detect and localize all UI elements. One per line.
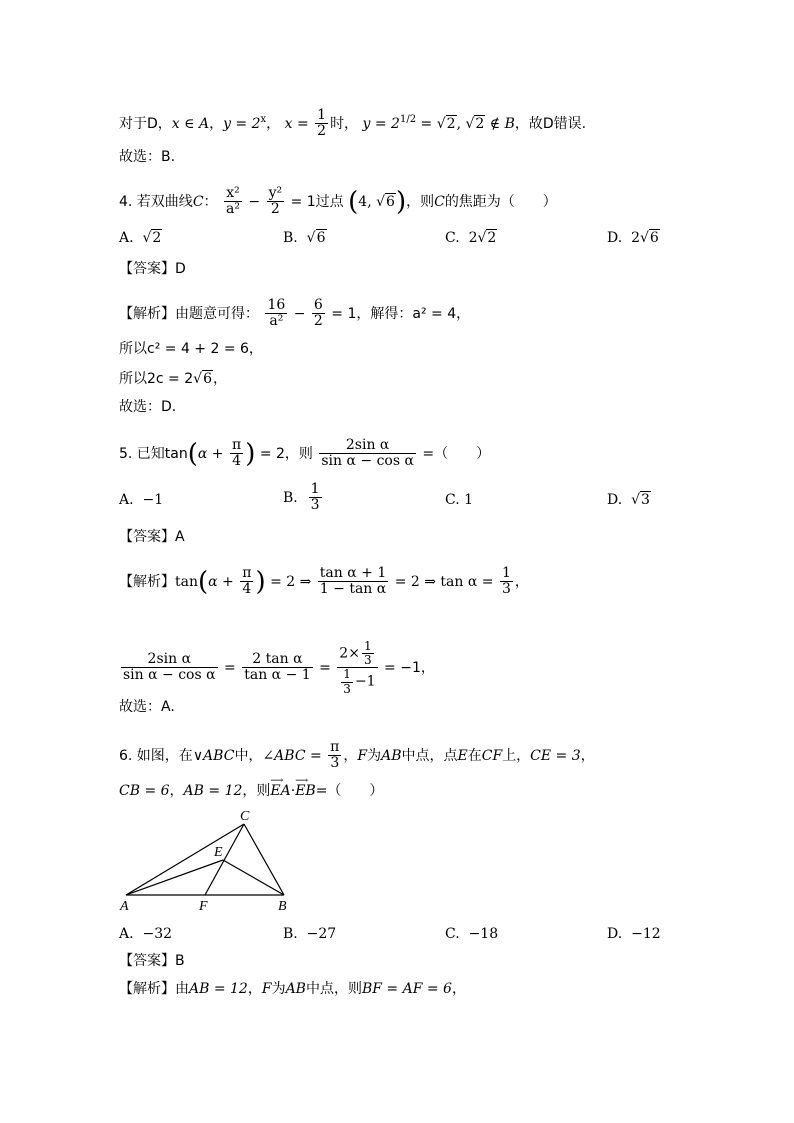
q6-answer: 【答案】B	[119, 953, 185, 969]
label-e: E	[214, 845, 223, 860]
q5-analysis-2: $\frac{\text{2sin α}}{\text{sin α − cos α}}$ = $\frac{\text{2 tan α}}{\text{tan α − 1}}$ = 2× $\frac{1}{3}$ $\frac{1}{3}$ −1 = −1，	[123, 639, 435, 696]
q4-option-c[interactable]: C. 2√2	[445, 230, 497, 246]
line-d-analysis: 对于D，x ∈ A，$y = 2^x$， x = $\frac{1}{2}$ 时， $y = 2^{1/2} = √2$, √2 ∉ B，故D错误.	[119, 107, 587, 140]
q4-option-d[interactable]: D. 2√6	[607, 230, 659, 246]
complex-fraction: 2× $\frac{1}{3}$ $\frac{1}{3}$ −1	[339, 639, 376, 696]
label-f: F	[199, 899, 208, 914]
q5-stem: 5. 已知tan(α + $\frac{\pi}{4}$ ) = 2，则 $\frac{\text{2sin α}}{\text{sin α − cos α}}$ =（ ）	[119, 437, 491, 470]
q4-stem: 4. 若双曲线C： $\frac{\text{x²}}{\text{a²}}$ − $\frac{\text{y²}}{2}$ = 1过点 (4, √6)，则C的焦距为（ ）	[119, 185, 557, 218]
q4-so1: 所以c² = 4 + 2 = 6，	[119, 341, 263, 357]
fraction: $\frac{\text{tan α + 1}}{\text{1 − tan α}}$	[319, 565, 387, 598]
segment-eb	[223, 860, 284, 895]
fraction: $\frac{16}{\text{a²}}$	[267, 297, 286, 330]
q4-answer: 【答案】D	[119, 261, 186, 277]
fraction: $\frac{6}{2}$	[313, 297, 323, 330]
q4-choose: 故选：D.	[119, 399, 177, 415]
q5-option-b[interactable]: B. $\frac{1}{3}$	[283, 481, 320, 514]
q6-option-b[interactable]: B. −27	[283, 926, 337, 942]
fraction: $\frac{\text{2 tan α}}{\text{tan α − 1}}$	[244, 650, 311, 684]
fraction: $\frac{\pi}{4}$	[232, 437, 242, 470]
triangle-figure	[110, 805, 310, 915]
label-b: B	[278, 899, 287, 914]
q4-so2: 所以2c = 2√6，	[119, 371, 227, 387]
fraction: $\frac{\text{2sin α}}{\text{sin α − cos α}}$	[321, 437, 414, 470]
q6-option-c[interactable]: C. −18	[445, 926, 499, 942]
choose-b: 故选：B.	[119, 149, 176, 165]
exponent: 1/2	[399, 114, 417, 126]
fraction: $\frac{1}{3}$	[501, 565, 511, 598]
q6-stem-2: CB = 6，AB = 12，则⟶ EA·⟶ EB=（ ）	[119, 782, 383, 800]
fraction: $\frac{\text{x²}}{\text{a²}}$	[225, 185, 240, 218]
q6-stem-1: 6. 如图，在∨ABC中，∠ABC = $\frac{\pi}{3}$ ，F为AB中点，点E在CF上，CE = 3，	[119, 739, 595, 772]
fraction: $\frac{\pi}{4}$	[242, 565, 252, 598]
fraction: $\frac{1}{2}$	[317, 107, 327, 140]
q5-option-c[interactable]: C. 1	[445, 492, 474, 508]
label-a: A	[120, 899, 129, 914]
segment-bc	[244, 824, 284, 895]
q5-option-a[interactable]: A. −1	[119, 492, 164, 508]
fraction: $\frac{\text{2sin α}}{\text{sin α − cos α}}$	[123, 650, 216, 684]
q4-option-b[interactable]: B. √6	[283, 230, 326, 246]
q5-answer: 【答案】A	[119, 529, 185, 545]
segment-cf	[205, 824, 244, 895]
fraction: $\frac{\text{y²}}{2}$	[268, 185, 283, 218]
fraction: $\frac{\pi}{3}$	[330, 739, 340, 772]
segment-ac	[126, 824, 244, 895]
q5-option-d[interactable]: D. √3	[607, 492, 650, 508]
fraction: $\frac{1}{3}$	[310, 481, 320, 514]
q4-analysis: 【解析】由题意可得： $\frac{16}{\text{a²}}$ − $\frac{6}{2}$ = 1，解得：a² = 4，	[119, 297, 471, 330]
label-c: C	[240, 809, 250, 824]
q5-choose: 故选：A.	[119, 699, 175, 715]
q6-analysis: 【解析】由AB = 12，F为AB中点，则BF = AF = 6，	[119, 981, 466, 997]
q5-analysis-1: 【解析】tan(α + $\frac{\pi}{4}$ ) = 2 ⇒ $\frac{\text{tan α + 1}}{\text{1 − tan α}}$ = 2 ⇒ tan α = $\frac{1}{3}$ ，	[119, 565, 529, 598]
q6-option-d[interactable]: D. −12	[607, 926, 661, 942]
q4-option-a[interactable]: A. √2	[119, 230, 162, 246]
q6-option-a[interactable]: A. −32	[119, 926, 173, 942]
